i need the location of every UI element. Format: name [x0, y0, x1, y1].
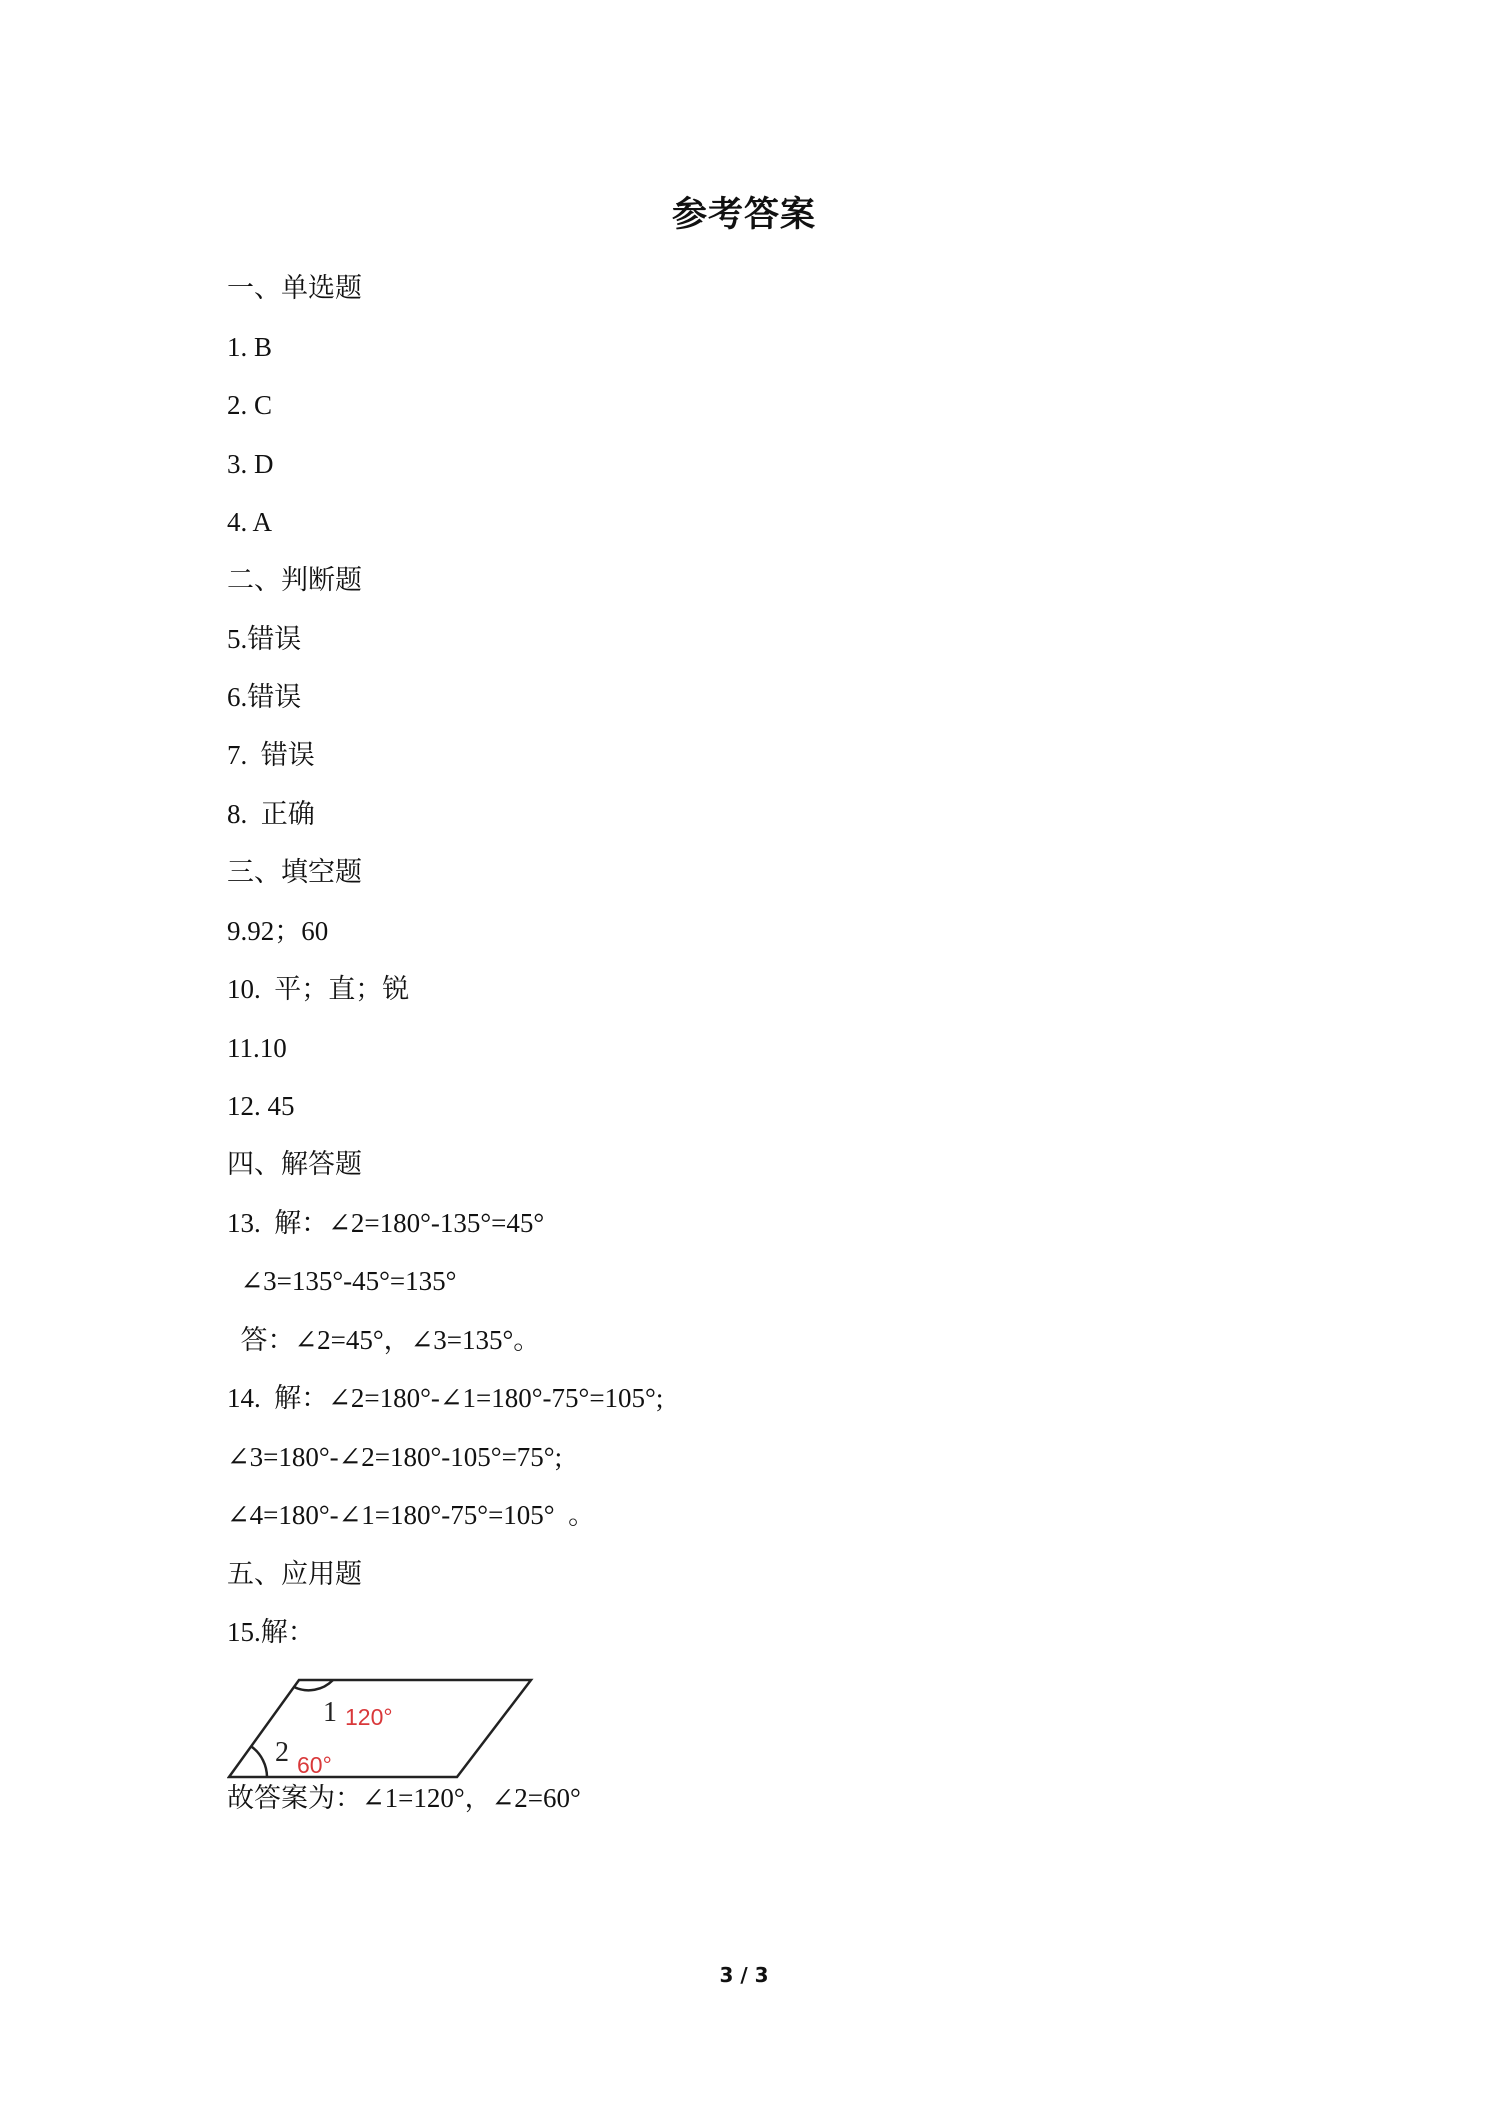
section-heading-application: 五、应用题: [227, 1559, 362, 1589]
answer-14-line-3: ∠4=180°-∠1=180°-75°=105° 。: [227, 1500, 596, 1530]
answer-3: 3. D: [227, 449, 274, 479]
angle-1-arc: [294, 1680, 333, 1690]
answer-12: 12. 45: [227, 1091, 295, 1121]
answer-4: 4. A: [227, 507, 273, 537]
answer-8: 8. 正确: [227, 799, 315, 829]
angle-1-value: 120°: [345, 1704, 393, 1730]
answer-13-line-2: ∠3=135°-45°=135°: [227, 1266, 457, 1296]
page-number: 3 / 3: [719, 1963, 769, 1987]
angle-2-value: 60°: [297, 1752, 332, 1778]
answer-13-line-3: 答：∠2=45°，∠3=135°。: [227, 1325, 541, 1355]
answer-14-line-2: ∠3=180°-∠2=180°-105°=75°;: [227, 1442, 563, 1472]
answer-2: 2. C: [227, 390, 273, 420]
answer-7: 7. 错误: [227, 740, 315, 770]
section-heading-solve: 四、解答题: [227, 1149, 362, 1179]
answer-15-conclusion: 故答案为：∠1=120°，∠2=60°: [227, 1783, 581, 1813]
answer-14-line-1: 14. 解：∠2=180°-∠1=180°-75°=105°;: [227, 1383, 664, 1413]
answer-9: 9.92；60: [227, 916, 329, 946]
angle-2-label: 2: [275, 1737, 289, 1768]
answer-5: 5.错误: [227, 624, 302, 654]
answer-11: 11.10: [227, 1033, 287, 1063]
parallelogram-figure: [227, 1675, 547, 1785]
angle-2-arc: [252, 1747, 267, 1777]
answer-15-line-1: 15.解：: [227, 1617, 315, 1647]
angle-1-label: 1: [323, 1697, 337, 1728]
answer-6: 6.错误: [227, 682, 302, 712]
section-heading-fill-blank: 三、填空题: [227, 857, 362, 887]
answer-10: 10. 平；直；锐: [227, 974, 410, 1004]
page-title: 参考答案: [671, 195, 816, 235]
section-heading-true-false: 二、判断题: [227, 565, 362, 595]
section-heading-single-choice: 一、单选题: [227, 273, 362, 303]
answer-1: 1. B: [227, 332, 273, 362]
answer-13-line-1: 13. 解：∠2=180°-135°=45°: [227, 1208, 545, 1238]
